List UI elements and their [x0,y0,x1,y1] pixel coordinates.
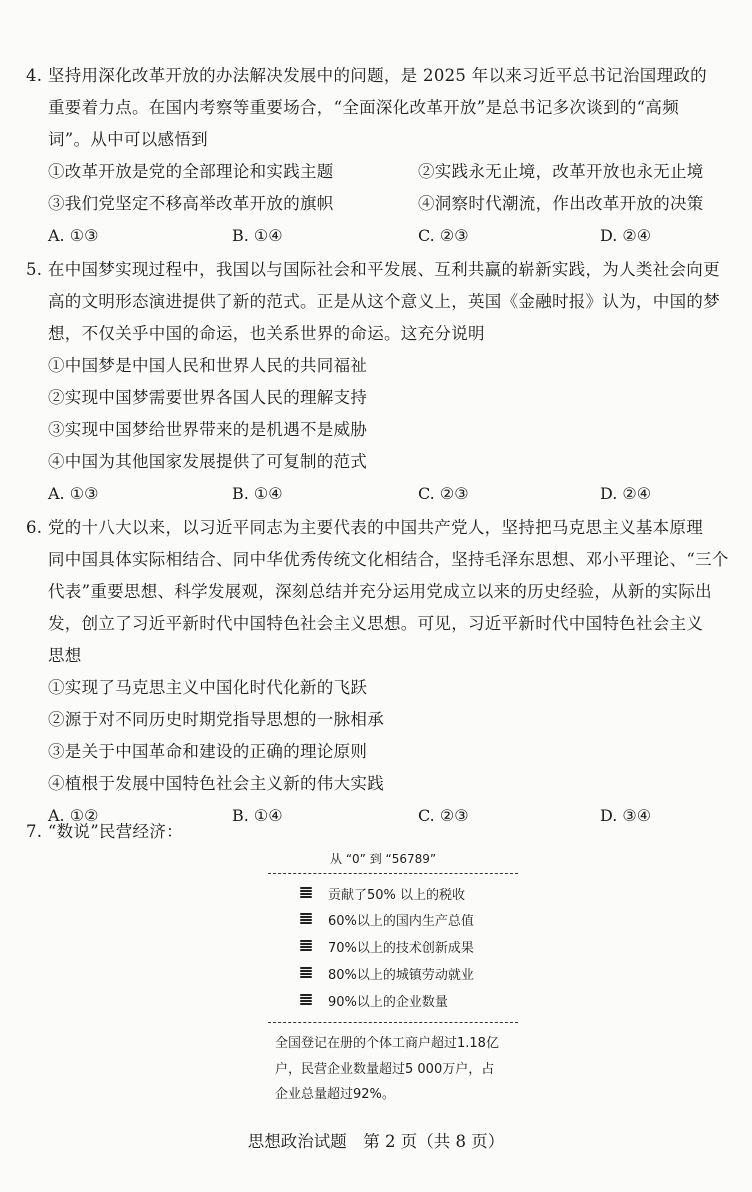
infographic-stat-4: 80%以上的城镇劳动就业 [328,968,474,983]
infographic-divider-bottom [268,1022,518,1023]
q5-option-c: C. ②③ [418,484,469,503]
q4-item-2: ②实践永无止境，改革开放也永无止境 [418,162,704,181]
q5-stem-line-3: 想，不仅关乎中国的命运，也关系世界的命运。这充分说明 [48,324,485,343]
q6-item-4: ④植根于发展中国特色社会主义新的伟大实践 [48,774,384,793]
q6-stem-line-5: 思想 [48,646,82,665]
infographic-note-line-2: 户，民营企业数量超过5 000万户，占 [275,1062,495,1077]
stack-icon [300,887,312,899]
q5-item-3: ③实现中国梦给世界带来的是机遇不是威胁 [48,420,368,439]
q6-stem-line-3: 代表”重要思想、科学发展观，深刻总结并充分运用党成立以来的历史经验，从新的实际出 [48,582,712,601]
infographic-stat-2: 60%以上的国内生产总值 [328,914,474,929]
q4-item-3: ③我们党坚定不移高举改革开放的旗帜 [48,194,334,213]
q6-option-c: C. ②③ [418,806,469,825]
stack-icon [300,967,312,979]
q4-option-c: C. ②③ [418,226,469,245]
infographic-title: 从 “0” 到 “56789” [330,852,437,866]
infographic-note-line-1: 全国登记在册的个体工商户超过1.18亿 [275,1036,499,1051]
q6-item-1: ①实现了马克思主义中国化时代化新的飞跃 [48,678,368,697]
q6-stem-line-2: 同中国具体实际相结合、同中华优秀传统文化相结合，坚持毛泽东思想、邓小平理论、“三个 [48,550,729,569]
q6-item-3: ③是关于中国革命和建设的正确的理论原则 [48,742,368,761]
q4-item-4: ④洞察时代潮流，作出改革开放的决策 [418,194,704,213]
q4-stem-line-3: 词”。从中可以感悟到 [48,130,208,149]
infographic-stat-1: 贡献了50% 以上的税收 [328,888,466,903]
q5-item-2: ②实现中国梦需要世界各国人民的理解支持 [48,388,368,407]
q6-item-2: ②源于对不同历史时期党指导思想的一脉相承 [48,710,384,729]
q4-option-d: D. ②④ [600,226,652,245]
q6-stem-line-4: 发，创立了习近平新时代中国特色社会主义思想。可见，习近平新时代中国特色社会主义 [48,614,704,633]
infographic-stat-5: 90%以上的企业数量 [328,995,448,1010]
infographic-note-line-3: 企业总量超过92%。 [275,1087,395,1102]
q6-stem-line-1: 6. 党的十八大以来，以习近平同志为主要代表的中国共产党人，坚持把马克思主义基本原理 [26,518,704,537]
q5-option-a: A. ①③ [48,484,99,503]
q4-option-a: A. ①③ [48,226,99,245]
q6-option-a: A. ①② [48,806,99,825]
q5-option-b: B. ①④ [232,484,283,503]
stack-icon [300,940,312,952]
page-footer: 思想政治试题 第 2 页（共 8 页） [247,1132,505,1151]
q5-item-1: ①中国梦是中国人民和世界人民的共同福祉 [48,356,368,375]
q4-stem-line-2: 重要着力点。在国内考察等重要场合，“全面深化改革开放”是总书记多次谈到的“高频 [48,98,680,117]
q4-item-1: ①改革开放是党的全部理论和实践主题 [48,162,334,181]
q4-stem-line-1: 4. 坚持用深化改革开放的办法解决发展中的问题，是 2025 年以来习近平总书记治国理政的 [26,66,707,85]
q5-stem-line-1: 5. 在中国梦实现过程中，我国以与国际社会和平发展、互利共赢的崭新实践，为人类社会向更 [26,260,720,279]
stack-icon [300,913,312,925]
infographic-stat-3: 70%以上的技术创新成果 [328,941,474,956]
q5-stem-line-2: 高的文明形态演进提供了新的范式。正是从这个意义上，英国《金融时报》认为，中国的梦 [48,292,720,311]
q5-option-d: D. ②④ [600,484,652,503]
q4-option-b: B. ①④ [232,226,283,245]
q6-option-d: D. ③④ [600,806,652,825]
q7-stem: 7. “数说”民营经济： [26,822,183,841]
q6-option-b: B. ①④ [232,806,283,825]
infographic-divider-top [268,873,518,874]
stack-icon [300,994,312,1006]
q5-item-4: ④中国为其他国家发展提供了可复制的范式 [48,452,368,471]
